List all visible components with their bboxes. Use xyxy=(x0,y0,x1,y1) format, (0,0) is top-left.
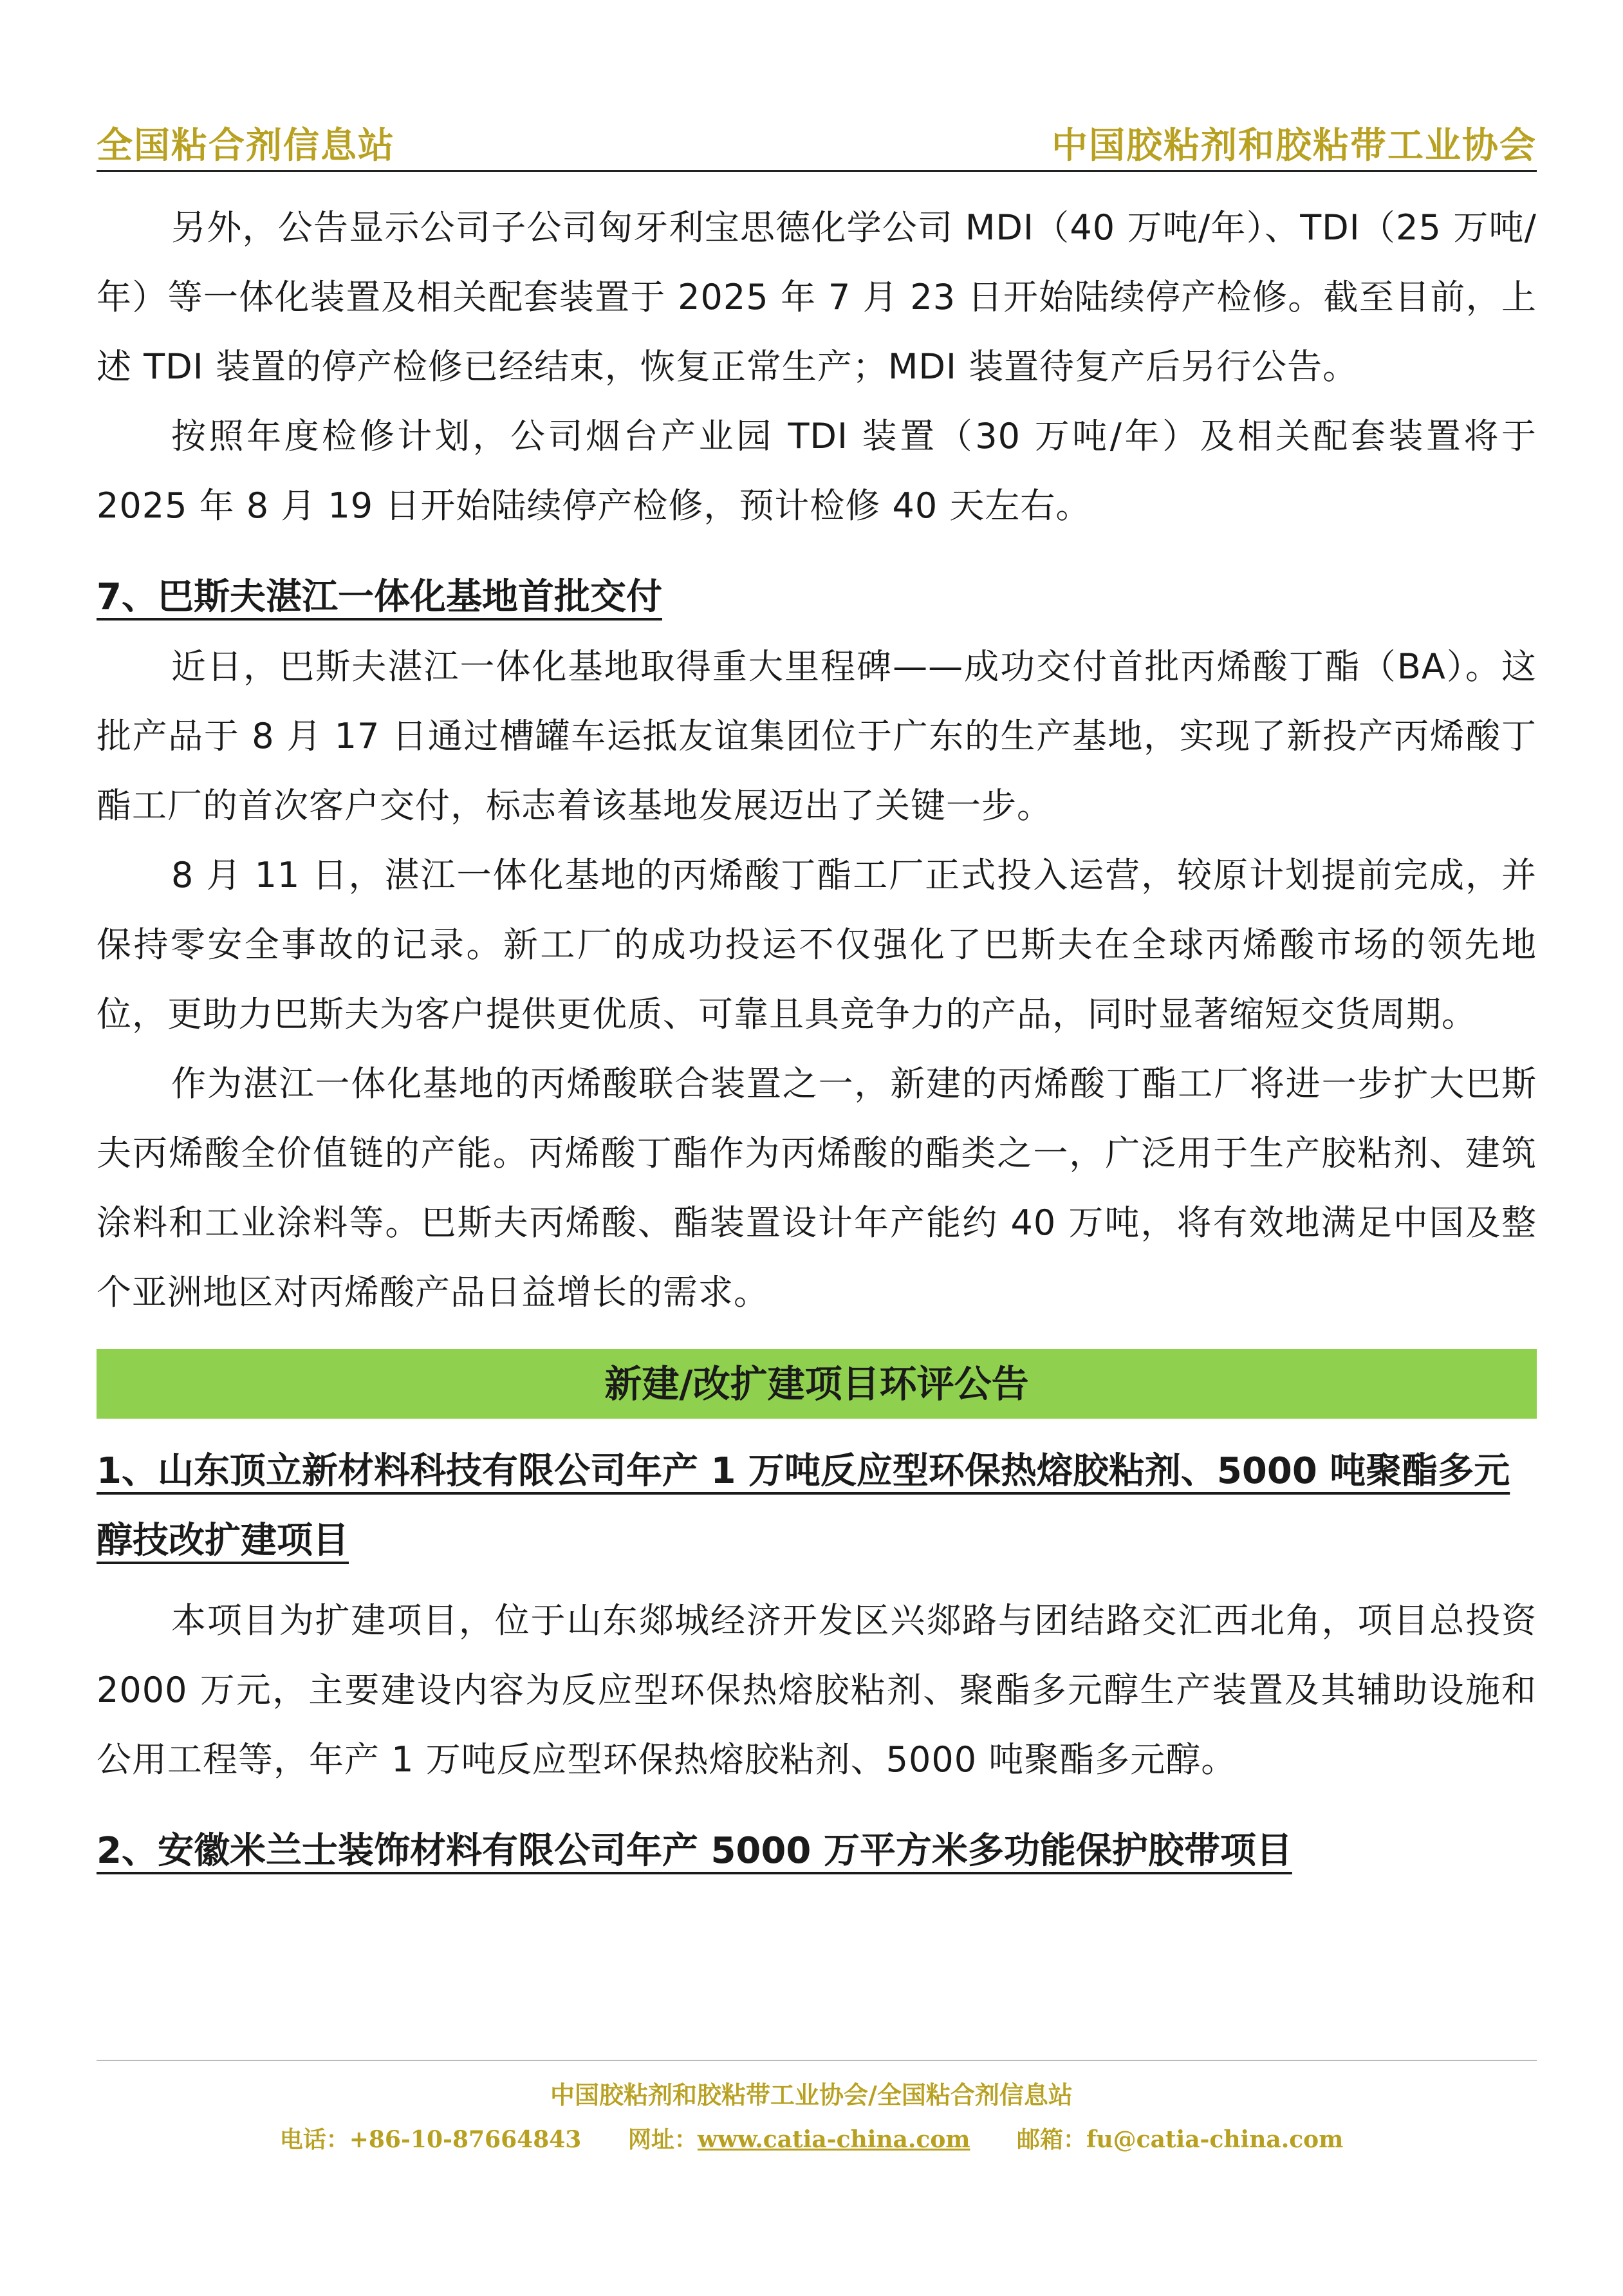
item1-heading: 1、山东顶立新材料科技有限公司年产 1 万吨反应型环保热熔胶粘剂、5000 吨聚酯多元醇技改扩建项目 xyxy=(97,1450,1510,1562)
paragraph-yantai-maintenance: 按照年度检修计划，公司烟台产业园 TDI 装置（30 万吨/年）及相关配套装置将于 2025 年 8 月 19 日开始陆续停产检修，预计检修 40 天左右。 xyxy=(97,416,1537,526)
footer-org: 中国胶粘剂和胶粘带工业协会/全国粘合剂信息站 xyxy=(550,2080,1073,2109)
footer-website-label: 网址： xyxy=(627,2126,698,2153)
footer-website xyxy=(628,2126,970,2153)
section7-paragraph-2: 8 月 11 日，湛江一体化基地的丙烯酸丁酯工厂正式投入运营，较原计划提前完成，并保持零安全事故的记录。新工厂的成功投运不仅强化了巴斯夫在全球丙烯酸市场的领先地位，更助力巴斯夫为客户提供更优质、可靠且具竞争力的产品，同时显著缩短交货周期。 xyxy=(97,855,1537,1034)
header-left-title: 全国粘合剂信息站 xyxy=(97,124,395,167)
footer-phone: 电话：+86-10-87664843 xyxy=(279,2126,582,2153)
footer-contact xyxy=(0,2122,1623,2154)
item1-paragraph: 本项目为扩建项目，位于山东郯城经济开发区兴郯路与团结路交汇西北角，项目总投资 2000 万元，主要建设内容为反应型环保热熔胶粘剂、聚酯多元醇生产装置及其辅助设施和公用工程等，年产 1 万吨反应型环保热熔胶粘剂、5000 吨聚酯多元醇。 xyxy=(97,1600,1537,1780)
section-bar-eia-announcements: 新建/改扩建项目环评公告 xyxy=(97,1349,1537,1419)
page-header xyxy=(97,115,1537,172)
footer-divider xyxy=(97,2060,1537,2061)
item2-heading: 2、安徽米兰士装饰材料有限公司年产 5000 万平方米多功能保护胶带项目 xyxy=(97,1830,1292,1872)
footer-email[interactable]: 邮箱：fu@catia-china.com xyxy=(1016,2126,1344,2153)
section7-paragraph-1: 近日，巴斯夫湛江一体化基地取得重大里程碑——成功交付首批丙烯酸丁酯（BA）。这批产品于 8 月 17 日通过槽罐车运抵友谊集团位于广东的生产基地，实现了新投产丙烯酸丁酯工厂的首次客户交付，标志着该基地发展迈出了关键一步。 xyxy=(97,646,1537,826)
header-right-title: 中国胶粘剂和胶粘带工业协会 xyxy=(1052,124,1537,167)
section7-heading: 7、巴斯夫湛江一体化基地首批交付 xyxy=(97,576,662,618)
section7-paragraph-3: 作为湛江一体化基地的丙烯酸联合装置之一，新建的丙烯酸丁酯工厂将进一步扩大巴斯夫丙烯酸全价值链的产能。丙烯酸丁酯作为丙烯酸的酯类之一，广泛用于生产胶粘剂、建筑涂料和工业涂料等。巴斯夫丙烯酸、酯装置设计年产能约 40 万吨，将有效地满足中国及整个亚洲地区对丙烯酸产品日益增长的需求。 xyxy=(97,1063,1537,1312)
paragraph-wanhua-hungary: 另外，公告显示公司子公司匈牙利宝思德化学公司 MDI（40 万吨/年）、TDI（25 万吨/年）等一体化装置及相关配套装置于 2025 年 7 月 23 日开始陆续停产检修。截至目前，上述 TDI 装置的停产检修已经结束，恢复正常生产；MDI 装置待复产后另行公告。 xyxy=(97,207,1537,387)
page-content xyxy=(97,193,1537,1886)
footer-website-link[interactable]: www.catia-china.com xyxy=(697,2126,970,2153)
